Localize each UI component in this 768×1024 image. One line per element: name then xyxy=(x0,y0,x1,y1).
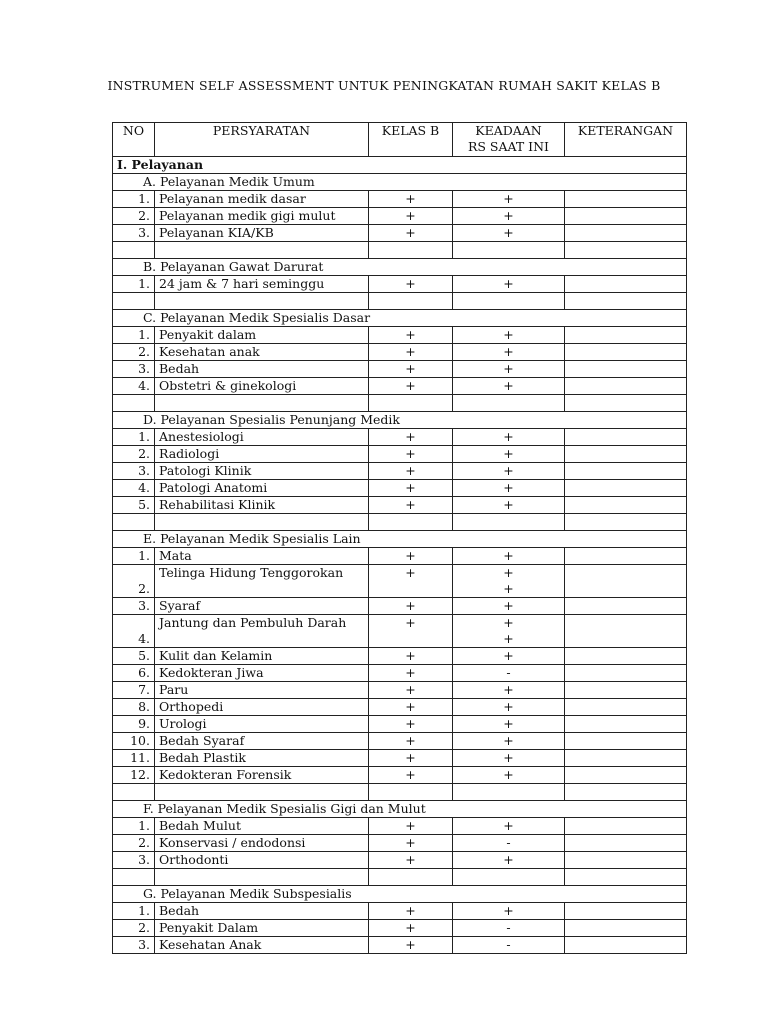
row-persyaratan: Bedah Mulut xyxy=(155,818,369,835)
table-header-row xyxy=(113,123,687,157)
row-keadaan: + xyxy=(453,716,565,733)
table-row xyxy=(113,446,687,463)
row-keterangan xyxy=(565,378,687,395)
row-keterangan xyxy=(565,648,687,665)
row-keterangan xyxy=(565,361,687,378)
spacer-cell xyxy=(155,869,369,886)
row-number: 6. xyxy=(113,665,155,682)
group-title-row xyxy=(113,310,687,327)
row-persyaratan: Penyakit Dalam xyxy=(155,920,369,937)
table-row xyxy=(113,818,687,835)
row-keterangan xyxy=(565,327,687,344)
spacer-cell xyxy=(113,514,155,531)
row-keterangan xyxy=(565,191,687,208)
spacer-cell xyxy=(453,395,565,412)
row-keterangan xyxy=(565,750,687,767)
row-keadaan: + xyxy=(453,480,565,497)
spacer-cell xyxy=(155,514,369,531)
row-keadaan: + xyxy=(453,818,565,835)
row-number: 5. xyxy=(113,648,155,665)
row-kelas: + xyxy=(369,344,453,361)
group-title: B. Pelayanan Gawat Darurat xyxy=(113,259,687,276)
group-title: C. Pelayanan Medik Spesialis Dasar xyxy=(113,310,687,327)
row-persyaratan: Paru xyxy=(155,682,369,699)
row-number: 1. xyxy=(113,903,155,920)
row-number: 2. xyxy=(113,208,155,225)
row-kelas: + xyxy=(369,682,453,699)
spacer-cell xyxy=(155,395,369,412)
row-keadaan: + xyxy=(453,191,565,208)
row-keadaan: - xyxy=(453,835,565,852)
spacer-row xyxy=(113,293,687,310)
row-keterangan xyxy=(565,903,687,920)
spacer-cell xyxy=(113,242,155,259)
row-keadaan: + xyxy=(453,903,565,920)
spacer-cell xyxy=(369,395,453,412)
row-keadaan: + xyxy=(453,733,565,750)
row-kelas: + xyxy=(369,598,453,615)
spacer-row xyxy=(113,869,687,886)
row-persyaratan: Radiologi xyxy=(155,446,369,463)
spacer-cell xyxy=(113,293,155,310)
row-keadaan: + xyxy=(453,648,565,665)
row-keadaan: + + xyxy=(453,565,565,598)
row-keadaan: + xyxy=(453,208,565,225)
table-row xyxy=(113,852,687,869)
row-keadaan: + xyxy=(453,446,565,463)
row-persyaratan: Rehabilitasi Klinik xyxy=(155,497,369,514)
row-kelas: + xyxy=(369,648,453,665)
spacer-cell xyxy=(369,242,453,259)
row-kelas: + xyxy=(369,361,453,378)
row-keadaan: + xyxy=(453,767,565,784)
row-persyaratan: Mata xyxy=(155,548,369,565)
row-number: 1. xyxy=(113,818,155,835)
spacer-cell xyxy=(113,869,155,886)
table-row xyxy=(113,937,687,954)
spacer-cell xyxy=(565,869,687,886)
row-kelas: + xyxy=(369,191,453,208)
row-persyaratan: Kesehatan anak xyxy=(155,344,369,361)
row-keterangan xyxy=(565,446,687,463)
row-kelas: + xyxy=(369,818,453,835)
spacer-cell xyxy=(453,784,565,801)
row-persyaratan: Kulit dan Kelamin xyxy=(155,648,369,665)
table-row xyxy=(113,208,687,225)
row-keterangan xyxy=(565,497,687,514)
header-keadaan-line1: KEADAAN xyxy=(475,123,542,138)
table-row xyxy=(113,716,687,733)
row-kelas: + xyxy=(369,750,453,767)
spacer-cell xyxy=(565,242,687,259)
row-keterangan xyxy=(565,716,687,733)
spacer-cell xyxy=(565,514,687,531)
row-keadaan: + xyxy=(453,497,565,514)
row-persyaratan: Kedokteran Forensik xyxy=(155,767,369,784)
row-number: 2. xyxy=(113,344,155,361)
row-number: 2. xyxy=(113,835,155,852)
row-kelas: + xyxy=(369,225,453,242)
row-persyaratan: Pelayanan medik dasar xyxy=(155,191,369,208)
row-keadaan: + xyxy=(453,378,565,395)
row-number: 7. xyxy=(113,682,155,699)
row-number: 1. xyxy=(113,276,155,293)
header-keadaan-line2: RS SAAT INI xyxy=(467,139,549,154)
row-kelas: + xyxy=(369,665,453,682)
row-kelas: + xyxy=(369,480,453,497)
row-keadaan: - xyxy=(453,937,565,954)
row-keterangan xyxy=(565,920,687,937)
group-title: F. Pelayanan Medik Spesialis Gigi dan Mulut xyxy=(113,801,687,818)
table-row xyxy=(113,378,687,395)
row-persyaratan: Orthodonti xyxy=(155,852,369,869)
row-keterangan xyxy=(565,480,687,497)
table-row xyxy=(113,903,687,920)
row-keterangan xyxy=(565,548,687,565)
row-kelas: + xyxy=(369,378,453,395)
row-kelas: + xyxy=(369,276,453,293)
row-number: 4. xyxy=(113,615,155,648)
row-number: 2. xyxy=(113,565,155,598)
row-keadaan: + xyxy=(453,598,565,615)
document-title: INSTRUMEN SELF ASSESSMENT UNTUK PENINGKATAN RUMAH SAKIT KELAS B xyxy=(107,78,661,93)
header-persyaratan: PERSYARATAN xyxy=(155,123,369,157)
header-kelas: KELAS B xyxy=(369,123,453,157)
row-keadaan: + xyxy=(453,276,565,293)
table-row xyxy=(113,767,687,784)
table-row xyxy=(113,648,687,665)
row-kelas: + xyxy=(369,733,453,750)
row-persyaratan: Pelayanan medik gigi mulut xyxy=(155,208,369,225)
row-persyaratan: Syaraf xyxy=(155,598,369,615)
spacer-cell xyxy=(369,784,453,801)
spacer-row xyxy=(113,242,687,259)
row-kelas: + xyxy=(369,903,453,920)
spacer-cell xyxy=(369,293,453,310)
header-keadaan xyxy=(453,123,565,157)
row-number: 2. xyxy=(113,446,155,463)
spacer-cell xyxy=(453,869,565,886)
spacer-cell xyxy=(369,514,453,531)
row-keadaan: - xyxy=(453,665,565,682)
row-persyaratan: Bedah Plastik xyxy=(155,750,369,767)
table-row xyxy=(113,225,687,242)
row-keterangan xyxy=(565,682,687,699)
row-kelas: + xyxy=(369,835,453,852)
table-row xyxy=(113,429,687,446)
section-title: I. Pelayanan xyxy=(113,157,687,174)
row-number: 2. xyxy=(113,920,155,937)
row-kelas: + xyxy=(369,565,453,598)
row-keadaan: + xyxy=(453,429,565,446)
row-kelas: + xyxy=(369,446,453,463)
row-keterangan xyxy=(565,276,687,293)
row-keterangan xyxy=(565,225,687,242)
row-persyaratan: Konservasi / endodonsi xyxy=(155,835,369,852)
row-keterangan xyxy=(565,463,687,480)
group-title-row xyxy=(113,412,687,429)
table-body xyxy=(113,157,687,954)
group-title-row xyxy=(113,174,687,191)
row-keterangan xyxy=(565,818,687,835)
row-keadaan: + xyxy=(453,361,565,378)
table-row xyxy=(113,463,687,480)
table-row xyxy=(113,665,687,682)
row-kelas: + xyxy=(369,852,453,869)
assessment-table xyxy=(112,122,687,954)
spacer-cell xyxy=(155,784,369,801)
spacer-cell xyxy=(155,242,369,259)
row-number: 3. xyxy=(113,937,155,954)
row-number: 9. xyxy=(113,716,155,733)
table-row xyxy=(113,361,687,378)
header-no: NO xyxy=(113,123,155,157)
row-keterangan xyxy=(565,767,687,784)
row-keterangan xyxy=(565,733,687,750)
row-keadaan: + + xyxy=(453,615,565,648)
row-persyaratan: Patologi Klinik xyxy=(155,463,369,480)
spacer-cell xyxy=(453,293,565,310)
table-row xyxy=(113,835,687,852)
table-row xyxy=(113,750,687,767)
row-persyaratan: Penyakit dalam xyxy=(155,327,369,344)
spacer-cell xyxy=(565,784,687,801)
group-title-row xyxy=(113,886,687,903)
row-kelas: + xyxy=(369,699,453,716)
row-persyaratan: Jantung dan Pembuluh Darah xyxy=(155,615,369,648)
row-persyaratan: Bedah xyxy=(155,361,369,378)
table-row xyxy=(113,733,687,750)
spacer-cell xyxy=(565,395,687,412)
row-kelas: + xyxy=(369,615,453,648)
table-row xyxy=(113,191,687,208)
group-title: D. Pelayanan Spesialis Penunjang Medik xyxy=(113,412,687,429)
row-number: 1. xyxy=(113,548,155,565)
row-number: 4. xyxy=(113,378,155,395)
row-number: 3. xyxy=(113,225,155,242)
group-title-row xyxy=(113,801,687,818)
table-row xyxy=(113,920,687,937)
row-keadaan: + xyxy=(453,852,565,869)
row-kelas: + xyxy=(369,463,453,480)
spacer-row xyxy=(113,784,687,801)
row-persyaratan: Telinga Hidung Tenggorokan xyxy=(155,565,369,598)
row-number: 4. xyxy=(113,480,155,497)
row-number: 5. xyxy=(113,497,155,514)
row-kelas: + xyxy=(369,208,453,225)
spacer-cell xyxy=(113,395,155,412)
row-keterangan xyxy=(565,344,687,361)
row-keadaan: + xyxy=(453,682,565,699)
row-number: 1. xyxy=(113,327,155,344)
spacer-cell xyxy=(113,784,155,801)
row-number: 10. xyxy=(113,733,155,750)
spacer-cell xyxy=(453,514,565,531)
row-keterangan xyxy=(565,852,687,869)
row-keterangan xyxy=(565,665,687,682)
table-row xyxy=(113,565,687,598)
row-keterangan xyxy=(565,598,687,615)
row-kelas: + xyxy=(369,429,453,446)
row-keterangan xyxy=(565,615,687,648)
section-row xyxy=(113,157,687,174)
table-row xyxy=(113,548,687,565)
row-number: 3. xyxy=(113,852,155,869)
row-number: 1. xyxy=(113,191,155,208)
group-title: G. Pelayanan Medik Subspesialis xyxy=(113,886,687,903)
spacer-cell xyxy=(453,242,565,259)
row-persyaratan: Anestesiologi xyxy=(155,429,369,446)
table-row xyxy=(113,276,687,293)
row-number: 3. xyxy=(113,463,155,480)
group-title: E. Pelayanan Medik Spesialis Lain xyxy=(113,531,687,548)
row-persyaratan: Obstetri & ginekologi xyxy=(155,378,369,395)
row-keadaan: - xyxy=(453,920,565,937)
row-kelas: + xyxy=(369,497,453,514)
row-persyaratan: Kedokteran Jiwa xyxy=(155,665,369,682)
row-persyaratan: 24 jam & 7 hari seminggu xyxy=(155,276,369,293)
row-keterangan xyxy=(565,937,687,954)
row-keterangan xyxy=(565,699,687,716)
row-keadaan: + xyxy=(453,750,565,767)
row-kelas: + xyxy=(369,920,453,937)
table-row xyxy=(113,682,687,699)
row-persyaratan: Urologi xyxy=(155,716,369,733)
row-number: 3. xyxy=(113,598,155,615)
group-title: A. Pelayanan Medik Umum xyxy=(113,174,687,191)
row-persyaratan: Patologi Anatomi xyxy=(155,480,369,497)
table-row xyxy=(113,497,687,514)
row-keadaan: + xyxy=(453,344,565,361)
header-keterangan: KETERANGAN xyxy=(565,123,687,157)
spacer-cell xyxy=(369,869,453,886)
row-persyaratan: Bedah Syaraf xyxy=(155,733,369,750)
row-keadaan: + xyxy=(453,225,565,242)
table-row xyxy=(113,480,687,497)
row-kelas: + xyxy=(369,716,453,733)
row-keadaan: + xyxy=(453,327,565,344)
table-row xyxy=(113,615,687,648)
row-kelas: + xyxy=(369,937,453,954)
table-row xyxy=(113,699,687,716)
row-number: 3. xyxy=(113,361,155,378)
table-row xyxy=(113,344,687,361)
row-keadaan: + xyxy=(453,463,565,480)
row-persyaratan: Bedah xyxy=(155,903,369,920)
spacer-row xyxy=(113,514,687,531)
row-persyaratan: Kesehatan Anak xyxy=(155,937,369,954)
spacer-cell xyxy=(155,293,369,310)
row-keadaan: + xyxy=(453,548,565,565)
row-kelas: + xyxy=(369,327,453,344)
row-keterangan xyxy=(565,565,687,598)
group-title-row xyxy=(113,531,687,548)
row-number: 12. xyxy=(113,767,155,784)
row-kelas: + xyxy=(369,767,453,784)
spacer-row xyxy=(113,395,687,412)
row-kelas: + xyxy=(369,548,453,565)
row-number: 8. xyxy=(113,699,155,716)
row-keterangan xyxy=(565,208,687,225)
row-keterangan xyxy=(565,429,687,446)
row-number: 11. xyxy=(113,750,155,767)
row-keadaan: + xyxy=(453,699,565,716)
row-persyaratan: Pelayanan KIA/KB xyxy=(155,225,369,242)
table-row xyxy=(113,327,687,344)
spacer-cell xyxy=(565,293,687,310)
row-persyaratan: Orthopedi xyxy=(155,699,369,716)
row-keterangan xyxy=(565,835,687,852)
row-number: 1. xyxy=(113,429,155,446)
group-title-row xyxy=(113,259,687,276)
table-row xyxy=(113,598,687,615)
